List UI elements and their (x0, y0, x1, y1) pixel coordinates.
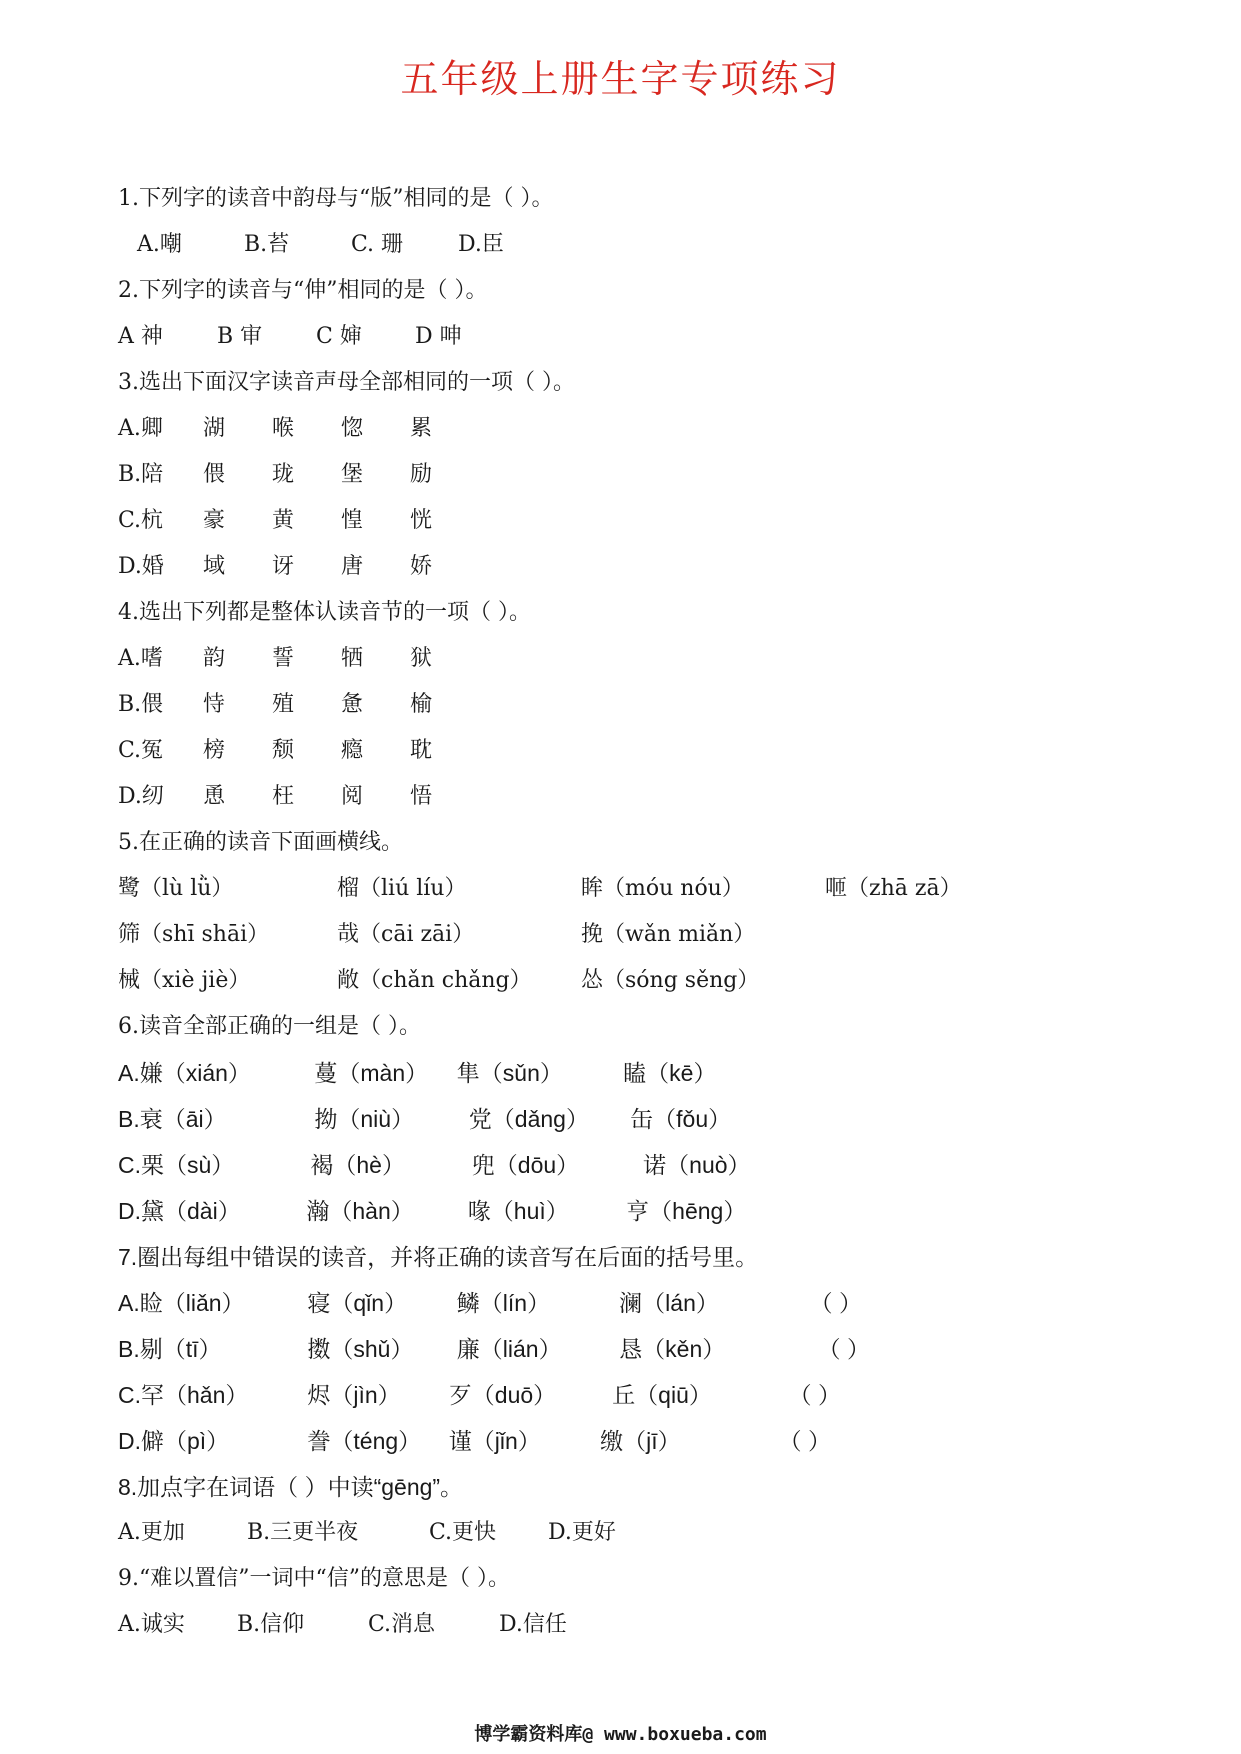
pinyin-pair: A.睑（liǎn） (118, 1290, 245, 1316)
pinyin-pair: D.僻（pì） (118, 1428, 230, 1454)
char-cell: 喉 (272, 416, 295, 441)
option-a: A 神 (118, 324, 163, 349)
question-3-option-c (118, 498, 1198, 544)
pinyin-choice: 械（xiè jiè） (118, 968, 251, 993)
pinyin-pair: 歹（duō） (448, 1382, 557, 1408)
question-6-option-d (118, 1188, 1198, 1234)
char-cell: 殖 (272, 692, 295, 717)
question-5-stem: 5.在正确的读音下面画横线。 (118, 830, 403, 855)
pinyin-pair: 褐（hè） (310, 1152, 405, 1178)
char-cell: 恃 (203, 692, 226, 717)
question-7-stem: 7.圈出每组中错误的读音，并将正确的读音写在后面的括号里。 (118, 1244, 759, 1270)
option-d: D 呻 (415, 324, 462, 349)
option-a: A.嘲 (137, 232, 182, 257)
pinyin-choice: 挽（wǎn miǎn） (581, 922, 756, 947)
question-7-option-b (118, 1326, 1198, 1372)
char-cell: 励 (410, 462, 433, 487)
pinyin-choice: 敞（chǎn chǎng） (337, 968, 532, 993)
char-cell: 榜 (203, 738, 226, 763)
answer-blank[interactable]: （ ） (809, 1290, 862, 1316)
question-3-stem: 3.选出下面汉字读音声母全部相同的一项（ ）。 (118, 370, 575, 395)
question-8-options (118, 1510, 1198, 1556)
char-cell: 娇 (410, 554, 433, 579)
char-cell: A.嗜 (118, 646, 163, 671)
char-cell: 恿 (203, 784, 226, 809)
question-1-options (118, 222, 1198, 268)
pinyin-pair: 恳（kěn） (619, 1336, 726, 1362)
question-7-option-c (118, 1372, 1198, 1418)
char-cell: D.纫 (118, 784, 164, 809)
char-cell: 牺 (341, 646, 364, 671)
pinyin-pair: 誊（téng） (307, 1428, 422, 1454)
char-cell: 颓 (272, 738, 295, 763)
option-b: B.苔 (244, 232, 290, 257)
option-a: A.更加 (118, 1520, 185, 1545)
answer-blank[interactable]: （ ） (817, 1336, 870, 1362)
pinyin-pair: C.罕（hǎn） (118, 1382, 249, 1408)
char-cell: 惫 (341, 692, 364, 717)
pinyin-choice: 榴（liú líu） (337, 876, 467, 901)
pinyin-pair: 丘（qiū） (612, 1382, 712, 1408)
answer-blank[interactable]: （ ） (778, 1428, 831, 1454)
option-d: D.臣 (458, 232, 504, 257)
char-cell: 珑 (272, 462, 295, 487)
char-cell: 悟 (410, 784, 433, 809)
char-cell: 惚 (341, 416, 364, 441)
pinyin-pair: 兜（dōu） (471, 1152, 580, 1178)
char-cell: 枉 (272, 784, 295, 809)
option-a: A.诚实 (118, 1612, 185, 1637)
pinyin-pair: 谨（jǐn） (448, 1428, 541, 1454)
char-cell: 偎 (203, 462, 226, 487)
question-4-option-c (118, 728, 1198, 774)
char-cell: 榆 (410, 692, 433, 717)
answer-blank[interactable]: （ ） (788, 1382, 841, 1408)
pinyin-pair: 喙（huì） (467, 1198, 569, 1224)
char-cell: A.卿 (118, 416, 163, 441)
pinyin-pair: B.衰（āi） (118, 1106, 227, 1132)
char-cell: B.陪 (118, 462, 164, 487)
question-6-option-a (118, 1050, 1198, 1096)
pinyin-pair: 廉（lián） (456, 1336, 562, 1362)
question-5-row-1 (118, 866, 1198, 912)
pinyin-choice: 怂（sóng sěng） (581, 968, 760, 993)
pinyin-pair: 寝（qǐn） (307, 1290, 408, 1316)
question-3-option-d (118, 544, 1198, 590)
question-9-stem: 9.“难以置信”一词中“信”的意思是（ ）。 (118, 1566, 510, 1591)
char-cell: 黄 (272, 508, 295, 533)
option-b: B.信仰 (237, 1612, 305, 1637)
pinyin-pair: 缶（fǒu） (630, 1106, 732, 1132)
pinyin-pair: 烬（jìn） (307, 1382, 401, 1408)
pinyin-pair: 亨（hēng） (626, 1198, 747, 1224)
question-4-option-d (118, 774, 1198, 820)
option-c: C.消息 (368, 1612, 436, 1637)
question-list (118, 176, 1198, 1648)
char-cell: 豪 (203, 508, 226, 533)
char-cell: 瘾 (341, 738, 364, 763)
question-8-stem: 8.加点字在词语（ ）中读“gēng”。 (118, 1474, 464, 1500)
question-7-option-d (118, 1418, 1198, 1464)
pinyin-pair: 鳞（lín） (456, 1290, 551, 1316)
pinyin-pair: D.黛（dài） (118, 1198, 241, 1224)
question-2-options (118, 314, 1198, 360)
char-cell: C.杭 (118, 508, 164, 533)
pinyin-pair: 瀚（hàn） (306, 1198, 414, 1224)
char-cell: 唐 (341, 554, 364, 579)
option-c: C.更快 (429, 1520, 497, 1545)
question-6-option-b (118, 1096, 1198, 1142)
pinyin-choice: 哉（cāi zāi） (337, 922, 475, 947)
pinyin-pair: 澜（lán） (619, 1290, 719, 1316)
char-cell: D.婚 (118, 554, 164, 579)
pinyin-pair: C.栗（sù） (118, 1152, 235, 1178)
pinyin-pair: 诺（nuò） (643, 1152, 751, 1178)
option-b: B.三更半夜 (247, 1520, 359, 1545)
option-c: C. 珊 (351, 232, 404, 257)
pinyin-pair: 蔓（màn） (314, 1060, 429, 1086)
char-cell: C.冤 (118, 738, 164, 763)
option-b: B 审 (217, 324, 263, 349)
pinyin-pair: 擞（shǔ） (307, 1336, 414, 1362)
option-d: D.更好 (548, 1520, 616, 1545)
char-cell: 惶 (341, 508, 364, 533)
footer-watermark: 博学霸资料库@ www.boxueba.com (474, 1724, 767, 1745)
char-cell: 讶 (272, 554, 295, 579)
pinyin-pair: 瞌（kē） (623, 1060, 717, 1086)
char-cell: 狱 (410, 646, 433, 671)
question-6-option-c (118, 1142, 1198, 1188)
question-3-option-a (118, 406, 1198, 452)
question-6-stem: 6.读音全部正确的一组是（ ）。 (118, 1014, 421, 1039)
char-cell: 湖 (203, 416, 226, 441)
question-5-row-2 (118, 912, 1198, 958)
pinyin-choice: 咂（zhā zā） (825, 876, 962, 901)
question-3-option-b (118, 452, 1198, 498)
pinyin-pair: 拗（niù） (314, 1106, 415, 1132)
question-2-stem: 2.下列字的读音与“伸”相同的是（ ）。 (118, 278, 488, 303)
char-cell: 累 (410, 416, 433, 441)
char-cell: 韵 (203, 646, 226, 671)
option-d: D.信任 (499, 1612, 567, 1637)
pinyin-pair: 党（dǎng） (468, 1106, 589, 1132)
pinyin-choice: 鹭（lù lǜ） (118, 876, 234, 901)
char-cell: 誓 (272, 646, 295, 671)
char-cell: 恍 (410, 508, 433, 533)
question-1-stem: 1.下列字的读音中韵母与“版”相同的是（ ）。 (118, 186, 554, 211)
char-cell: 阅 (341, 784, 364, 809)
char-cell: 耽 (410, 738, 433, 763)
question-7-option-a (118, 1280, 1198, 1326)
char-cell: 域 (203, 554, 226, 579)
question-4-stem: 4.选出下列都是整体认读音节的一项（ ）。 (118, 600, 531, 625)
question-4-option-a (118, 636, 1198, 682)
pinyin-pair: B.剔（tī） (118, 1336, 222, 1362)
pinyin-choice: 眸（móu nóu） (581, 876, 744, 901)
pinyin-choice: 筛（shī shāi） (118, 922, 270, 947)
pinyin-pair: 缴（jī） (600, 1428, 681, 1454)
char-cell: B.偎 (118, 692, 164, 717)
option-c: C 婶 (316, 324, 362, 349)
question-5-row-3 (118, 958, 1198, 1004)
page-title: 五年级上册生字专项练习 (400, 57, 841, 101)
question-4-option-b (118, 682, 1198, 728)
char-cell: 堡 (341, 462, 364, 487)
question-9-options (118, 1602, 1198, 1648)
pinyin-pair: 隼（sǔn） (456, 1060, 563, 1086)
pinyin-pair: A.嫌（xián） (118, 1060, 251, 1086)
